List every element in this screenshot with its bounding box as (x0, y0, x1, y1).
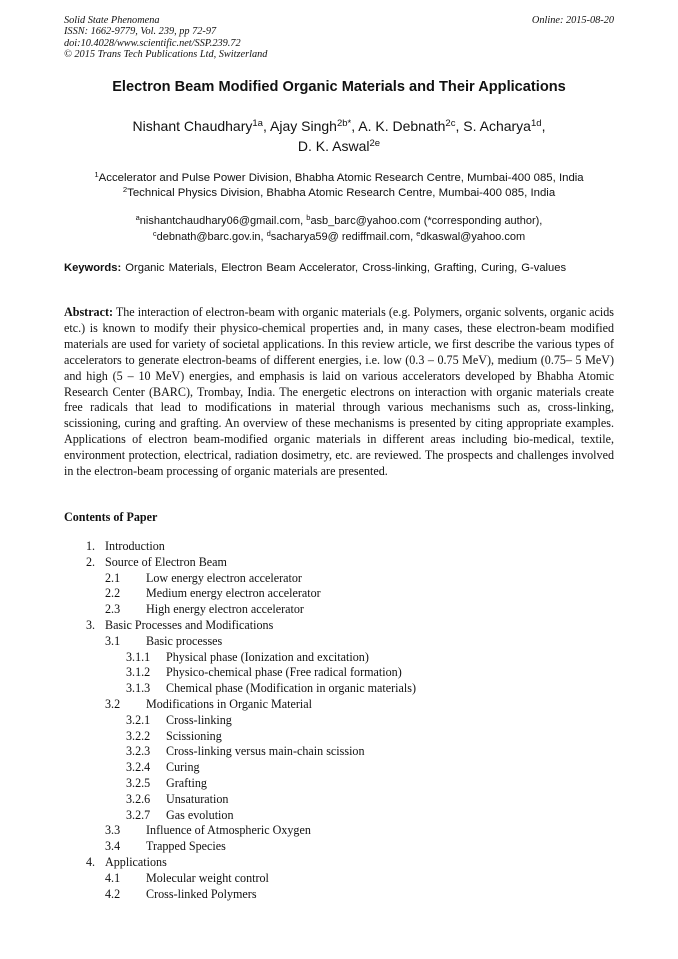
toc-item-number: 3.3 (105, 823, 121, 838)
toc-item (0, 887, 678, 903)
toc-item-text: High energy electron accelerator (146, 602, 304, 617)
affiliation-sup: 2 (122, 185, 128, 195)
toc-item-number: 3. (86, 617, 96, 632)
author-name: S. Acharya (463, 118, 531, 134)
journal-header (64, 15, 267, 61)
doi-line: doi:10.4028/www.scientific.net/SSP.239.72 (64, 37, 241, 49)
affiliation-line (0, 186, 678, 201)
issn-line: ISSN: 1662-9779, Vol. 239, pp 72-97 (64, 26, 217, 38)
toc-item (0, 776, 678, 792)
toc-item-text: Basic Processes and Modifications (105, 617, 274, 632)
toc-item-number: 4.2 (105, 886, 121, 901)
toc-item (0, 792, 678, 808)
toc-item (0, 586, 678, 602)
toc-item-text: Chemical phase (Modification in organic materials) (166, 681, 416, 696)
email-sup: e (416, 228, 421, 238)
author-sup: 2b* (336, 117, 352, 129)
toc-item-text: Cross-linked Polymers (146, 886, 257, 901)
toc-item (0, 839, 678, 855)
toc-item-number: 4.1 (105, 870, 121, 885)
toc-item (0, 650, 678, 666)
email-text: nishantchaudhary06@gmail.com, (139, 215, 307, 227)
toc-item-text: Physico-chemical phase (Free radical formation) (166, 665, 402, 680)
abstract-label: Abstract: (64, 305, 114, 319)
abstract-text: The interaction of electron-beam with organic materials (e.g. Polymers, organic solvents, organic acids etc.) is known to modify their physico-chemical properties and, in many cases, these electron-beam modified materials are used for variety of societal applications. In this review article, we first describe the various types of accelerators to generate electron-beams of different energies, i.e. low (0.3 – 0.75 MeV), medium (0.75– 5 MeV) and high (5 – 10 MeV) energies, and emphasis is laid on various accelerators developed by Bhabha Atomic Research Center (BARC), Trombay, India. The energetic electrons on interaction with organic materials create free radicals that lead to modifications in material through various mechanisms such as, cross-linking, scissioning, curing and grafting. An overview of these mechanisms is presented by citing appropriate examples. Applications of electron beam-modified organic materials in different areas including bio-medical, textile, environment protection, electrical, radiation dosimetry, etc. are reviewed. The prospects and challenges involved in the electron-beam processing of organic materials are presented. (64, 305, 614, 479)
email-sup: d (266, 228, 271, 238)
affiliation-line (0, 171, 678, 186)
toc-item (0, 634, 678, 650)
toc-item-number: 2. (86, 554, 96, 569)
copyright-line: © 2015 Trans Tech Publications Ltd, Switzerland (64, 49, 268, 61)
toc-item (0, 571, 678, 587)
toc-item-text: Molecular weight control (146, 870, 269, 885)
toc-item (0, 681, 678, 697)
toc-item-text: Grafting (166, 775, 207, 790)
toc-item-number: 3.2.6 (126, 791, 151, 806)
toc-item-text: Influence of Atmospheric Oxygen (146, 823, 311, 838)
toc-item-number: 3.2.7 (126, 807, 151, 822)
journal-name: Solid State Phenomena (64, 15, 160, 26)
toc-item (0, 823, 678, 839)
online-date: Online: 2015-08-20 (531, 15, 614, 26)
author-sup: 1d (530, 117, 542, 129)
author-line-1 (0, 116, 678, 136)
contents-heading: Contents of Paper (64, 510, 158, 524)
toc-item-text: Gas evolution (166, 807, 234, 822)
author-sep: , (455, 118, 464, 134)
email-line-2 (0, 230, 678, 246)
toc-item (0, 729, 678, 745)
toc-item (0, 871, 678, 887)
affiliation-sup: 1 (94, 169, 99, 179)
toc-item-number: 2.2 (105, 586, 121, 601)
affiliation-text: Accelerator and Pulse Power Division, Bhabha Atomic Research Centre, Mumbai-400 085, India (98, 172, 584, 184)
toc-item (0, 697, 678, 713)
toc-item-text: Trapped Species (146, 839, 226, 854)
toc-item (0, 855, 678, 871)
email-sup: c (152, 228, 157, 238)
toc-item (0, 665, 678, 681)
toc-item-number: 3.2.1 (126, 712, 151, 727)
author-name: Ajay Singh (270, 118, 337, 134)
author-line-2 (0, 136, 678, 156)
email-line-1 (0, 214, 678, 230)
keywords-text: Organic Materials, Electron Beam Accelerator, Cross-linking, Grafting, Curing, G-values (121, 262, 567, 274)
toc-item-number: 3.2.5 (126, 775, 151, 790)
email-sup: a (135, 212, 140, 222)
toc-item-number: 2.1 (105, 570, 121, 585)
toc-item (0, 618, 678, 634)
toc-item-number: 3.2 (105, 696, 121, 711)
toc-item (0, 744, 678, 760)
email-text: sacharya59@ rediffmail.com, (270, 230, 417, 243)
affiliation-text: Technical Physics Division, Bhabha Atomic Research Centre, Mumbai-400 085, India (127, 187, 556, 200)
toc-item-text: Cross-linking versus main-chain scission (166, 744, 365, 759)
toc-item-number: 3.4 (105, 839, 121, 854)
email-text: debnath@barc.gov.in, (156, 230, 267, 243)
toc-item-number: 3.2.3 (126, 744, 151, 759)
author-list (0, 116, 678, 156)
toc-item-text: Medium energy electron accelerator (146, 586, 321, 601)
toc-item-text: Applications (105, 854, 167, 869)
toc-item (0, 808, 678, 824)
abstract-paragraph (64, 305, 614, 480)
email-sup: b (306, 212, 311, 222)
affiliation-list (0, 171, 678, 202)
toc-item-number: 3.1.1 (126, 649, 151, 664)
toc-item (0, 760, 678, 776)
toc-item-text: Curing (166, 760, 200, 775)
author-sup: 2e (369, 137, 381, 149)
toc-item-text: Basic processes (146, 633, 223, 648)
toc-item-number: 3.2.2 (126, 728, 151, 743)
table-of-contents (0, 539, 678, 902)
toc-item-text: Low energy electron accelerator (146, 570, 302, 585)
toc-item-number: 3.1.2 (126, 665, 151, 680)
toc-item-number: 1. (86, 539, 96, 553)
keywords-label: Keywords: (64, 262, 122, 274)
toc-item-number: 4. (86, 854, 96, 869)
toc-item-number: 2.3 (105, 602, 121, 617)
toc-item-text: Unsaturation (166, 791, 229, 806)
toc-item (0, 602, 678, 618)
toc-item-text: Introduction (105, 539, 165, 553)
author-name: D. K. Aswal (297, 138, 370, 154)
email-text: dkaswal@yahoo.com (420, 230, 526, 243)
keywords-paragraph (64, 261, 614, 277)
toc-item (0, 539, 678, 555)
toc-item-number: 3.1 (105, 633, 121, 648)
author-sep: , (262, 118, 270, 134)
toc-item-number: 3.1.3 (126, 681, 151, 696)
author-sep: , (351, 118, 359, 134)
toc-item-text: Cross-linking (166, 712, 232, 727)
author-sep: , (541, 118, 546, 134)
author-name: A. K. Debnath (358, 118, 446, 134)
author-sup: 1a (252, 117, 263, 129)
paper-title: Electron Beam Modified Organic Materials and Their Applications (112, 79, 566, 95)
toc-item (0, 713, 678, 729)
author-sup: 2c (445, 117, 456, 129)
toc-item (0, 555, 678, 571)
toc-item-text: Scissioning (166, 728, 222, 743)
email-list (0, 214, 678, 245)
email-text: asb_barc@yahoo.com (*corresponding author), (310, 215, 543, 227)
toc-item-text: Source of Electron Beam (105, 554, 227, 569)
toc-item-text: Physical phase (Ionization and excitation) (166, 649, 369, 664)
toc-item-text: Modifications in Organic Material (146, 696, 313, 711)
toc-item-number: 3.2.4 (126, 760, 151, 775)
author-name: Nishant Chaudhary (132, 118, 253, 134)
